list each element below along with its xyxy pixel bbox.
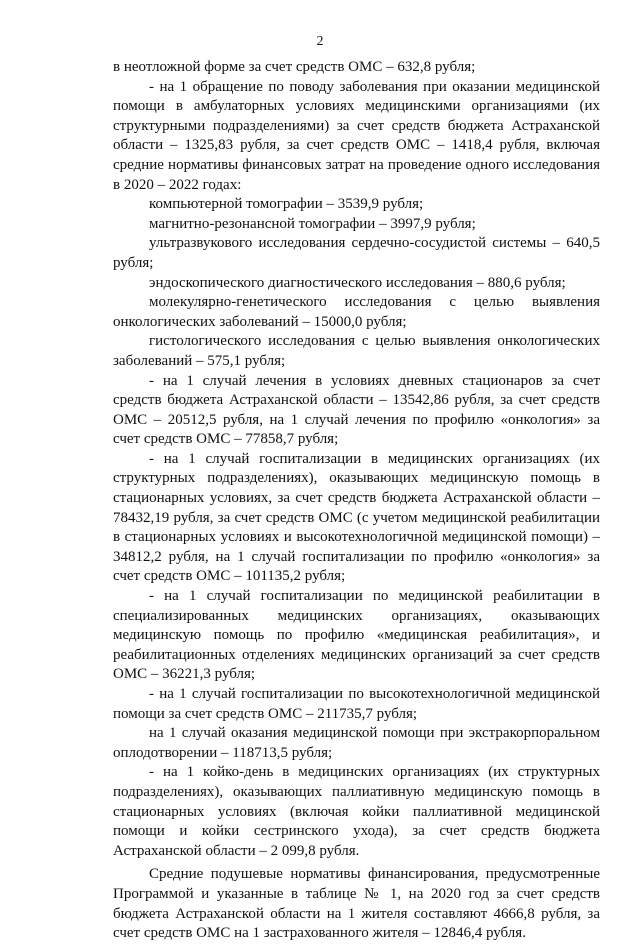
paragraph-day-hospital: - на 1 случай лечения в условиях дневных стационаров за счет средств бюджета Астраханской области – 13542,86 рубля, за счет средств ОМС – 20512,5 рубля, на 1 случай лечения по профилю «онкология» за счет средств ОМС – 77858,7 рубля; — [113, 372, 600, 448]
paragraph-continuation: в неотложной форме за счет средств ОМС – 632,8 рубля; — [113, 59, 476, 75]
paragraph-ct: компьютерной томографии – 3539,9 рубля; — [149, 196, 424, 213]
paragraph-ivf: на 1 случай оказания медицинской помощи при экстракорпоральном оплодотворении – 118713,5 рубля; — [113, 725, 600, 761]
paragraph-per-capita: Средние подушевые нормативы финансирования, предусмотренные Программой и указанные в таблице № 1, на 2020 год за счет средств бюджета Астраханской области на 1 жителя составляют 4666,8 рубля, за счет средств ОМС на 1 застрахованного жителя – 12846,4 рубля. — [113, 866, 600, 942]
page-number: 2 — [316, 34, 324, 49]
paragraph-mri: магнитно-резонансной томографии – 3997,9 рубля; — [149, 215, 476, 232]
document-body — [113, 58, 600, 944]
paragraph-rehabilitation: - на 1 случай госпитализации по медицинской реабилитации в специализированных медицинских организациях, оказывающих медицинскую помощь по профилю «медицинская реабилитация», и реабилитационных отделениях медицинских организаций за счет средств ОМС – 36221,3 рубля; — [113, 588, 600, 683]
paragraph-high-tech: - на 1 случай госпитализации по высокотехнологичной медицинской помощи за счет средств ОМС – 211735,7 рубля; — [113, 686, 600, 722]
paragraph-endoscopy: эндоскопического диагностического исследования – 880,6 рубля; — [149, 274, 566, 291]
paragraph-molecular-genetic: молекулярно-генетического исследования с целью выявления онкологических заболеваний – 15000,0 рубля; — [113, 294, 600, 330]
paragraph-outpatient-visit: - на 1 обращение по поводу заболевания при оказании медицинской помощи в амбулаторных условиях медицинскими организациями (их структурными подразделениями) за счет средств бюджета Астраханской области – 1325,83 рубля, за счет средств ОМС – 1418,4 рубля, включая средние нормативы финансовых затрат на проведение одного исследования в 2020 – 2022 годах: — [113, 78, 600, 193]
paragraph-palliative: - на 1 койко-день в медицинских организациях (их структурных подразделениях), оказывающих паллиативную медицинскую помощь в стационарных условиях (включая койки паллиативной медицинской помощи и койки сестринского ухода), за счет средств бюджета Астраханской области – 2 099,8 рубля. — [113, 764, 600, 859]
paragraph-hospitalization: - на 1 случай госпитализации в медицинских организациях (их структурных подразделениях), оказывающих медицинскую помощь в стационарных условиях, за счет средств бюджета Астраханской области – 78432,19 рубля, за счет средств ОМС (с учетом медицинской реабилитации в стационарных условиях и высокотехнологичной медицинской помощи) – 34812,2 рубля, на 1 случай госпитализации по профилю «онкология» за счет средств ОМС – 101135,2 рубля; — [113, 450, 600, 585]
paragraph-histology: гистологического исследования с целью выявления онкологических заболеваний – 575,1 рубля; — [113, 333, 600, 369]
paragraph-ultrasound: ультразвукового исследования сердечно-сосудистой системы – 640,5 рубля; — [113, 235, 600, 271]
